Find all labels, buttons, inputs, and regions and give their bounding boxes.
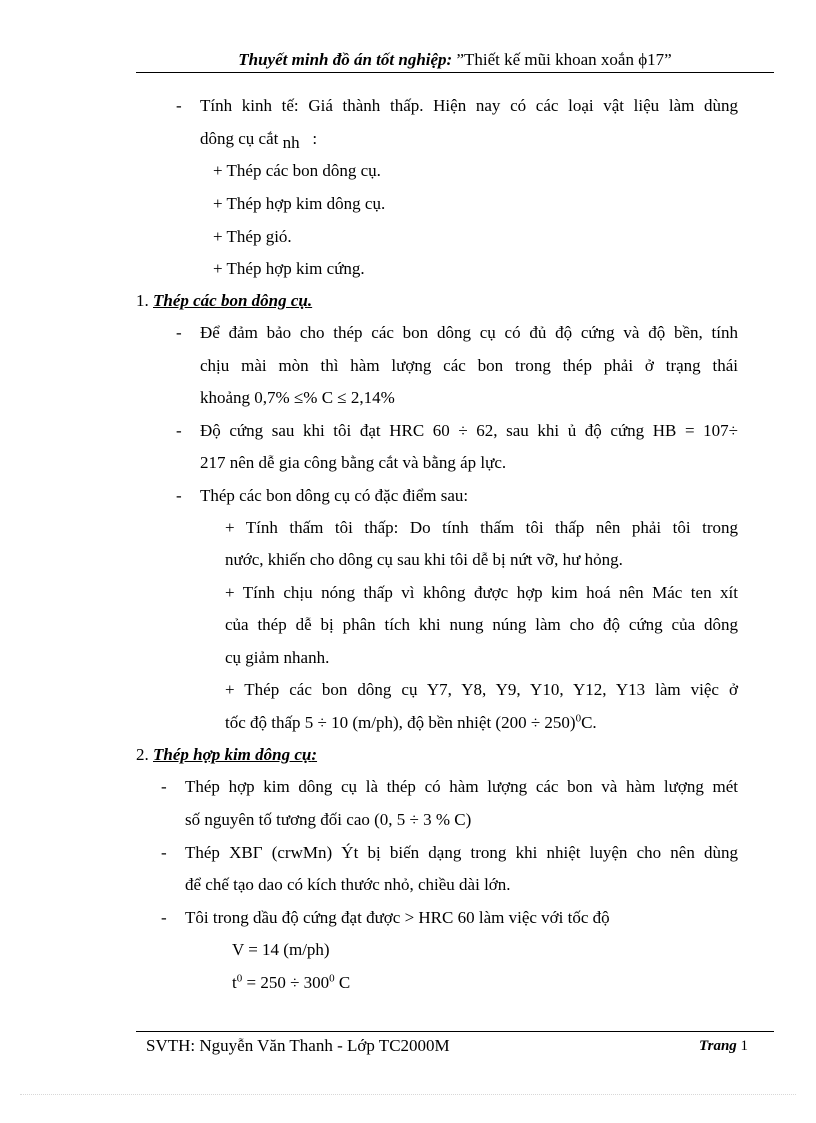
bullet: - [161, 777, 167, 796]
text-line: khoảng 0,7% ≤% C ≤ 2,14% [200, 388, 395, 407]
header-title-rest: ”Thiết kế mũi khoan xoắn ϕ17” [456, 50, 672, 69]
text-line: số nguyên tố tương đối cao (0, 5 ÷ 3 % C) [185, 810, 472, 829]
list-item: + Thép hợp kim cứng. [213, 259, 365, 278]
text-line: nước, khiến cho dông cụ sau khi tôi dễ bị nứt vỡ, hư hỏng. [225, 550, 623, 569]
bullet: - [176, 421, 182, 440]
bullet: - [176, 96, 182, 115]
text-line: Thép XBΓ (crwMn) Ýt bị biến dạng trong khi nhiệt luyện cho nên dùng [185, 843, 738, 862]
text-line: Thép các bon dông cụ có đặc điểm sau: [200, 486, 469, 505]
header-title-bold: Thuyết minh đồ án tốt nghiệp: [238, 50, 453, 69]
text-line: Tính kinh tế: Giá thành thấp. Hiện nay có các loại vật liệu làm dùng [200, 96, 738, 115]
page-header [136, 50, 774, 72]
text-line: Độ cứng sau khi tôi đạt HRC 60 ÷ 62, sau khi ủ độ cứng HB = 107÷ [200, 421, 738, 440]
page-break-divider [20, 1094, 796, 1095]
text-line: Tôi trong dầu độ cứng đạt được > HRC 60 làm việc với tốc độ [185, 908, 610, 927]
footer-rule [136, 1031, 774, 1032]
list-item: + Thép gió. [213, 227, 292, 246]
text-line: Thép hợp kim dông cụ là thép có hàm lượng các bon và hàm lượng mét [185, 777, 738, 796]
formula-line: $t^0 = 250 \div 300^0$ C [232, 972, 351, 992]
bullet: - [176, 486, 182, 505]
text-line: + Tính chịu nóng thấp vì không được hợp kim hoá nên Mác ten xít [225, 583, 738, 602]
header-rule [136, 72, 774, 73]
text-line: cụ giảm nhanh. [225, 648, 330, 667]
list-item: + Thép các bon dông cụ. [213, 161, 381, 180]
text-line: + Tính thấm tôi thấp: Do tính thấm tôi thấp nên phải tôi trong [225, 518, 738, 537]
formula-line: V = 14 (m/ph) [232, 940, 330, 959]
footer-author: SVTH: Nguyễn Văn Thanh - Lớp TC2000M [146, 1036, 450, 1055]
text-line: 217 nên dễ gia công bằng cắt và bằng áp lực. [200, 453, 507, 472]
page-number: Trang 1 [699, 1038, 749, 1054]
text-line: chịu mài mòn thì hàm lượng các bon trong thép phải ở trạng thái [200, 356, 738, 375]
bullet: - [176, 323, 182, 342]
text-line: để chế tạo dao có kích thước nhỏ, chiều dài lớn. [185, 875, 511, 894]
section-heading-2: 2. Thép hợp kim dông cụ: [136, 745, 318, 764]
list-item: + Thép hợp kim dông cụ. [213, 194, 386, 213]
text-line: dông cụ cắt nh : [200, 129, 318, 152]
text-line: tốc độ thấp 5 ÷ 10 (m/ph), độ bền nhiệt $(200 \div 250)^0C$. [225, 712, 597, 732]
text-line: Để đảm bảo cho thép các bon dông cụ có đủ độ cứng và độ bền, tính [200, 323, 738, 342]
section-heading-1: 1. Thép các bon dông cụ. [136, 291, 313, 310]
bullet: - [161, 843, 167, 862]
bullet: - [161, 908, 167, 927]
text-line: của thép dễ bị phân tích khi nung núng làm cho độ cứng của dông [225, 615, 738, 634]
text-line: + Thép các bon dông cụ Y7, Y8, Y9, Y10, Y12, Y13 làm việc ở [225, 680, 738, 699]
